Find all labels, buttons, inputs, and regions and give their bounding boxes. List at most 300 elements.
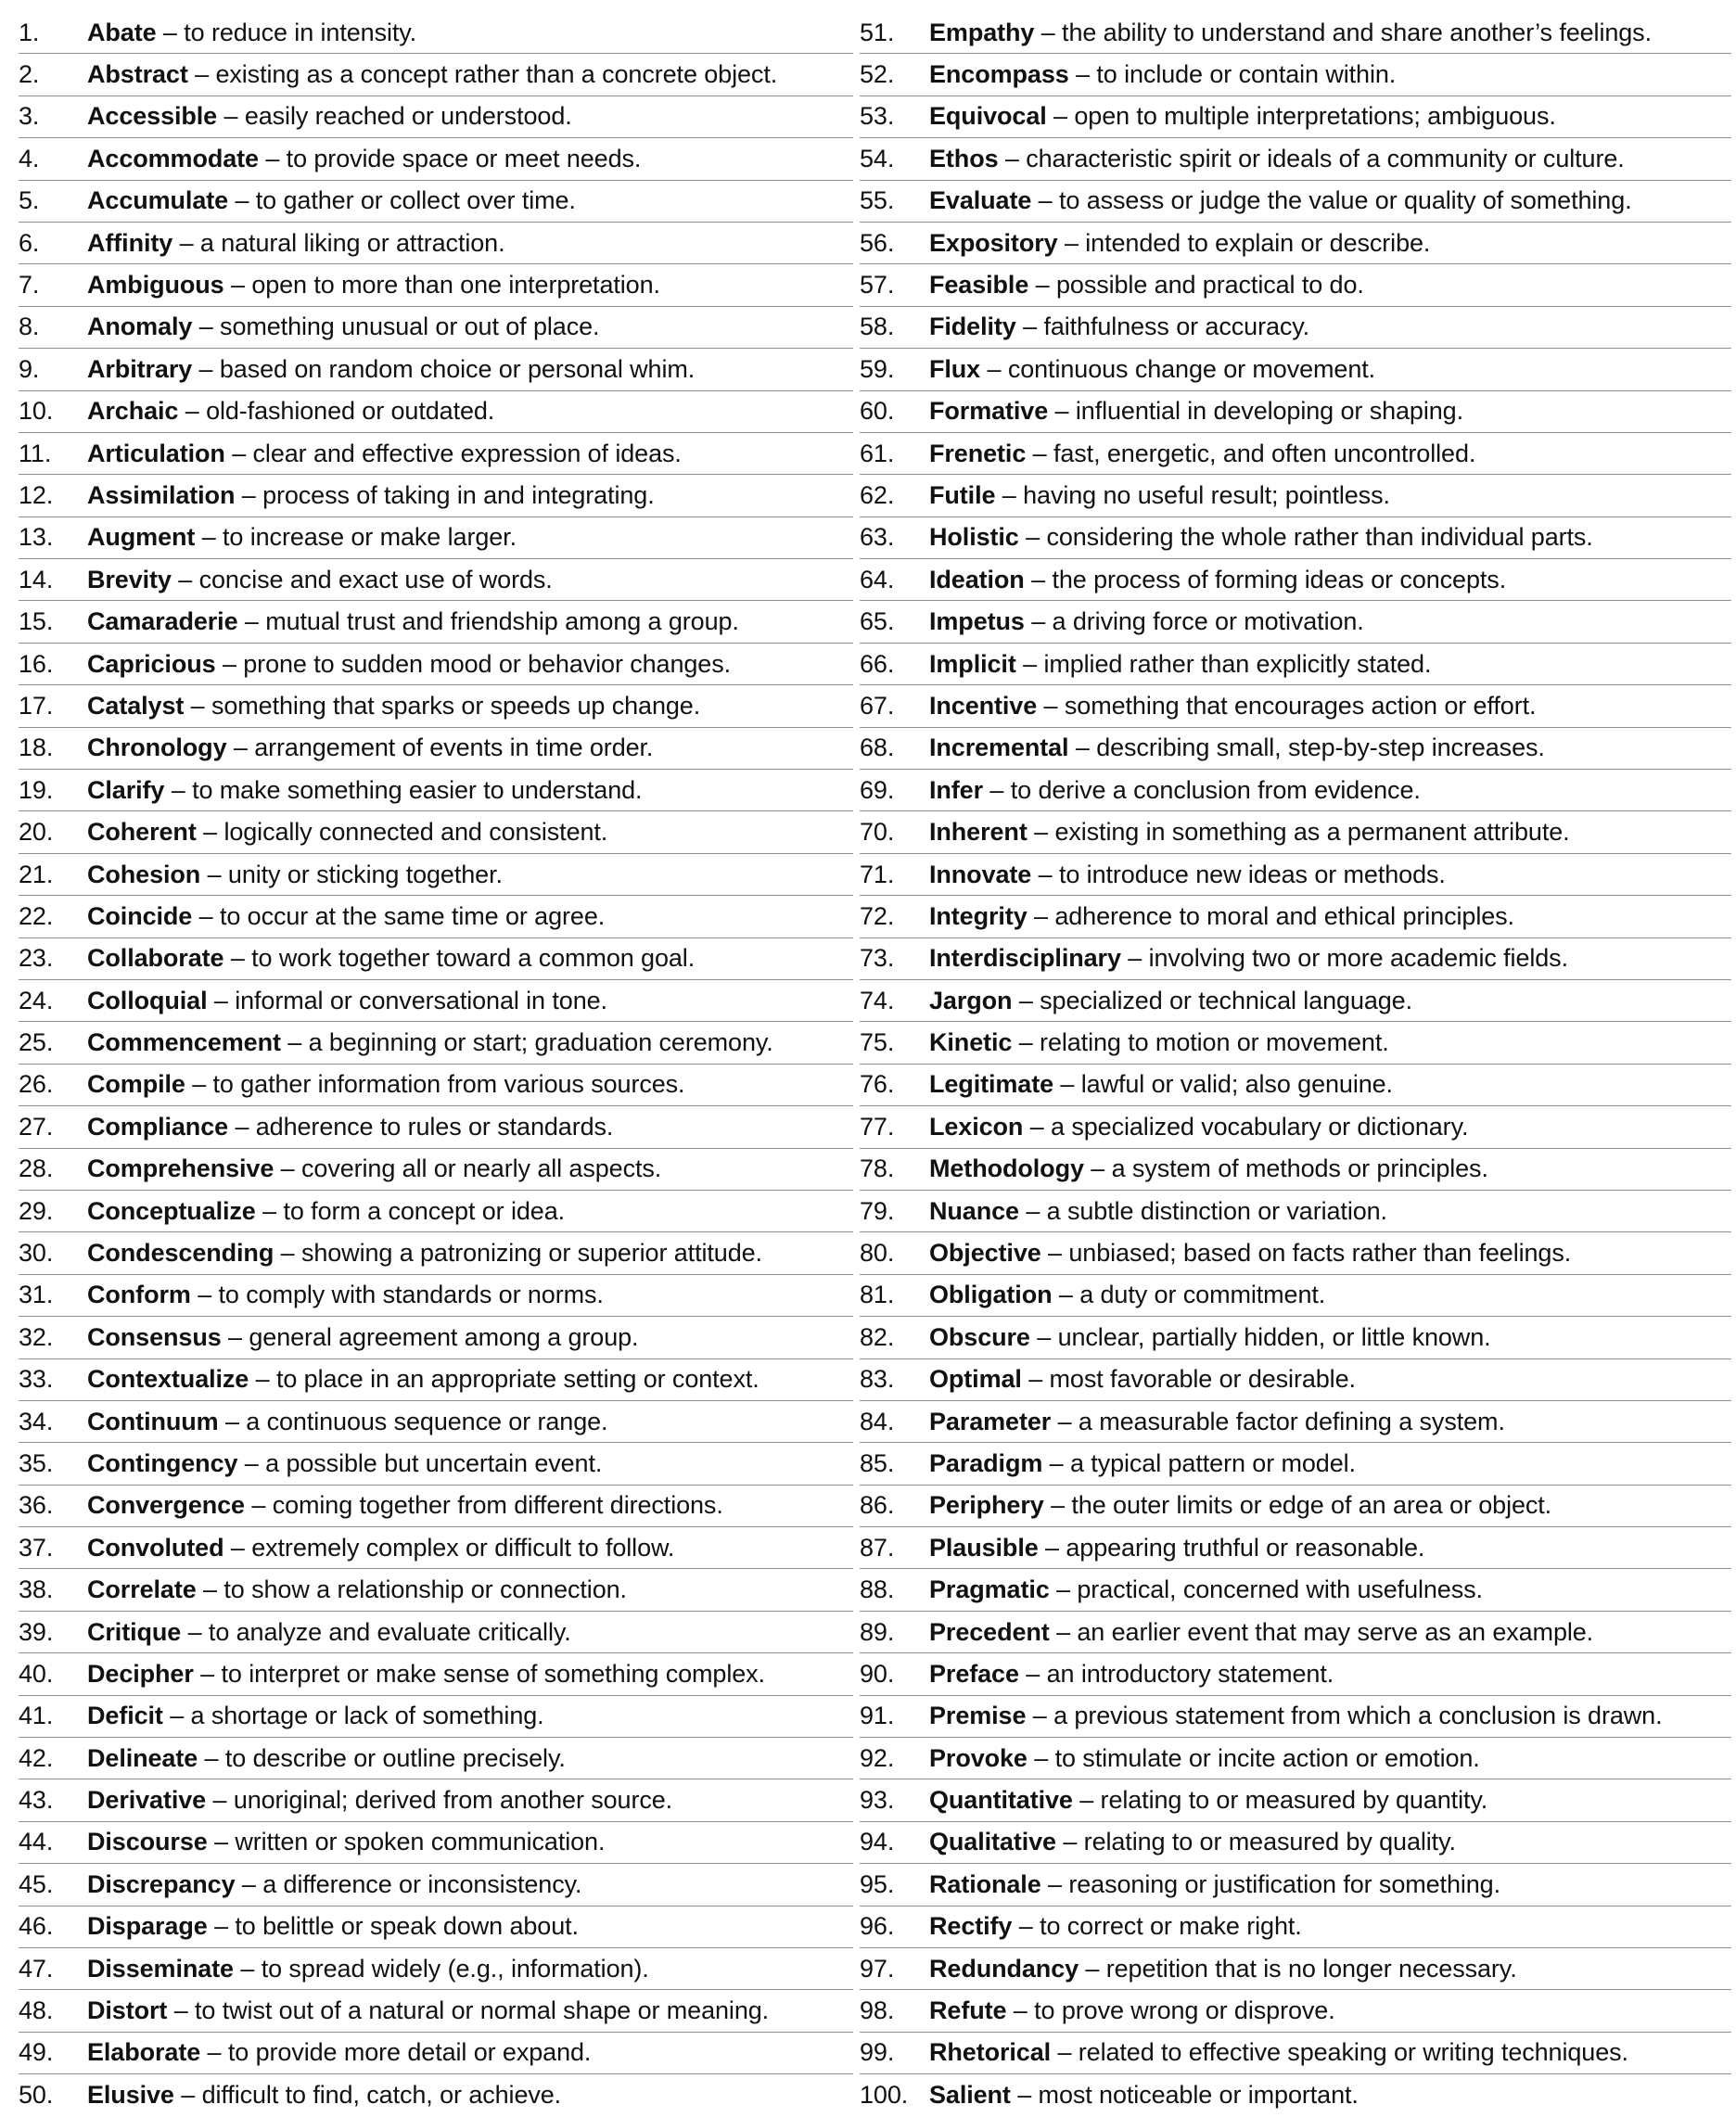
- entry-number: 9.: [19, 354, 40, 383]
- entry-definition: – a driving force or motivation.: [1024, 607, 1364, 636]
- vocab-entry: [860, 938, 1731, 980]
- entry-definition: – a typical pattern or model.: [1042, 1448, 1356, 1477]
- vocab-entry: [860, 517, 1731, 559]
- vocab-entry: [19, 980, 853, 1022]
- entry-number: 12.: [19, 480, 54, 509]
- entry-definition: – written or spoken communication.: [207, 1828, 606, 1856]
- entry-term: Conform: [87, 1281, 191, 1309]
- entry-definition: – based on random choice or personal whim.: [192, 354, 696, 383]
- entry-term: Delineate: [87, 1743, 198, 1772]
- entry-definition: – arrangement of events in time order.: [226, 733, 654, 762]
- entry-term: Assimilation: [87, 480, 236, 509]
- entry-number: 92.: [860, 1743, 895, 1772]
- entry-number: 14.: [19, 565, 54, 593]
- vocab-entry: [19, 685, 853, 727]
- entry-number: 72.: [860, 901, 895, 930]
- entry-definition: – to interpret or make sense of something complex.: [193, 1659, 765, 1688]
- entry-text: [929, 1955, 1517, 1983]
- entry-number: 83.: [860, 1365, 895, 1394]
- entry-number: 18.: [19, 733, 54, 762]
- entry-term: Encompass: [929, 60, 1069, 89]
- vocab-entry: [19, 1486, 853, 1527]
- entry-definition: – continuous change or movement.: [980, 354, 1376, 383]
- entry-number: 4.: [19, 144, 40, 172]
- entry-text: [929, 1070, 1393, 1099]
- entry-number: 55.: [860, 186, 895, 215]
- entry-term: Brevity: [87, 565, 172, 593]
- entry-definition: – a previous statement from which a conclusion is drawn.: [1026, 1702, 1663, 1730]
- entry-definition: – to prove wrong or disprove.: [1006, 1996, 1335, 2025]
- vocab-entry: [19, 1191, 853, 1232]
- vocab-entry: [19, 1065, 853, 1106]
- vocab-entry: [860, 307, 1731, 349]
- entry-number: 11.: [19, 439, 52, 467]
- vocab-entry: [19, 1653, 853, 1695]
- entry-text: [87, 481, 655, 510]
- entry-text: [87, 861, 503, 889]
- entry-number: 23.: [19, 944, 54, 973]
- entry-term: Legitimate: [929, 1070, 1054, 1099]
- entry-term: Rectify: [929, 1912, 1013, 1941]
- vocab-entry: [860, 223, 1731, 264]
- entry-term: Feasible: [929, 271, 1029, 300]
- entry-term: Formative: [929, 397, 1049, 426]
- entry-term: Fidelity: [929, 312, 1016, 341]
- entry-definition: – influential in developing or shaping.: [1048, 397, 1463, 426]
- entry-text: [929, 440, 1475, 468]
- entry-text: [929, 902, 1514, 931]
- entry-term: Optimal: [929, 1365, 1022, 1394]
- entry-definition: – something that sparks or speeds up change.: [184, 691, 701, 720]
- entry-text: [929, 1408, 1505, 1436]
- entry-definition: – reasoning or justification for something.: [1040, 1869, 1501, 1898]
- entry-number: 15.: [19, 607, 54, 636]
- entry-number: 20.: [19, 818, 54, 847]
- entry-definition: – a specialized vocabulary or dictionary.: [1023, 1112, 1469, 1141]
- vocab-entry: [19, 391, 853, 433]
- entry-text: [929, 1154, 1488, 1183]
- entry-text: [929, 861, 1446, 889]
- entry-definition: – unity or sticking together.: [200, 860, 503, 888]
- vocab-entry: [19, 1022, 853, 1064]
- entry-definition: – mutual trust and friendship among a group.: [237, 607, 739, 636]
- vocab-column-left: [19, 12, 853, 2117]
- vocab-entry: [19, 1612, 853, 1653]
- entry-definition: – coming together from different directions.: [244, 1491, 723, 1520]
- entry-text: [929, 566, 1506, 594]
- entry-term: Frenetic: [929, 439, 1027, 467]
- entry-text: [87, 312, 599, 341]
- vocab-entry: [860, 1022, 1731, 1064]
- entry-text: [87, 19, 416, 47]
- vocab-entry: [860, 1948, 1731, 1990]
- entry-definition: – to provide space or meet needs.: [258, 144, 642, 172]
- entry-number: 40.: [19, 1659, 54, 1688]
- entry-number: 71.: [860, 860, 895, 888]
- entry-text: [929, 1575, 1483, 1604]
- vocab-entry: [860, 1401, 1731, 1443]
- entry-definition: – repetition that is no longer necessary.: [1079, 1954, 1517, 1983]
- entry-term: Convergence: [87, 1491, 245, 1520]
- entry-term: Salient: [929, 2081, 1011, 2110]
- entry-definition: – fast, energetic, and often uncontrolled.: [1026, 439, 1476, 467]
- vocab-entry: [860, 1864, 1731, 1906]
- entry-term: Deficit: [87, 1702, 163, 1730]
- entry-definition: – old-fashioned or outdated.: [178, 397, 495, 426]
- entry-text: [929, 271, 1364, 300]
- entry-number: 21.: [19, 860, 54, 888]
- vocab-entry: [19, 1569, 853, 1611]
- vocab-entry: [860, 1443, 1731, 1485]
- entry-number: 31.: [19, 1281, 54, 1309]
- entry-text: [929, 1744, 1480, 1773]
- entry-definition: – to derive a conclusion from evidence.: [983, 775, 1421, 804]
- entry-definition: – to form a concept or idea.: [255, 1196, 566, 1225]
- entry-term: Articulation: [87, 439, 225, 467]
- entry-definition: – to introduce new ideas or methods.: [1031, 860, 1446, 888]
- vocab-entry: [19, 1275, 853, 1317]
- entry-definition: – intended to explain or describe.: [1057, 228, 1431, 257]
- entry-term: Rhetorical: [929, 2038, 1052, 2067]
- entry-text: [929, 229, 1430, 258]
- entry-number: 25.: [19, 1028, 54, 1057]
- entry-definition: – general agreement among a group.: [221, 1322, 639, 1351]
- entry-text: [929, 1786, 1487, 1815]
- vocab-column-right: [860, 12, 1731, 2117]
- entry-number: 100.: [860, 2081, 909, 2110]
- entry-definition: – to spread widely (e.g., information).: [233, 1954, 649, 1983]
- vocab-entry: [860, 1275, 1731, 1317]
- entry-text: [87, 523, 517, 552]
- entry-definition: – a difference or inconsistency.: [235, 1869, 582, 1898]
- entry-definition: – most noticeable or important.: [1010, 2081, 1359, 2110]
- entry-definition: – to include or contain within.: [1068, 60, 1397, 89]
- entry-text: [929, 2081, 1359, 2110]
- entry-term: Jargon: [929, 986, 1013, 1014]
- entry-definition: – open to more than one interpretation.: [223, 271, 660, 300]
- entry-term: Expository: [929, 228, 1058, 257]
- vocab-entry: [860, 264, 1731, 306]
- entry-definition: – concise and exact use of words.: [171, 565, 553, 593]
- vocab-entry: [860, 2033, 1731, 2074]
- entry-text: [87, 229, 504, 258]
- entry-term: Provoke: [929, 1743, 1028, 1772]
- entry-number: 47.: [19, 1954, 54, 1983]
- entry-definition: – describing small, step-by-step increases.: [1068, 733, 1545, 762]
- entry-text: [929, 1239, 1571, 1268]
- entry-number: 19.: [19, 775, 54, 804]
- entry-text: [929, 1660, 1334, 1689]
- entry-definition: – difficult to find, catch, or achieve.: [173, 2081, 562, 2110]
- entry-term: Coincide: [87, 901, 193, 930]
- entry-term: Affinity: [87, 228, 173, 257]
- entry-term: Ambiguous: [87, 271, 224, 300]
- entry-number: 95.: [860, 1869, 895, 1898]
- entry-text: [87, 145, 641, 173]
- vocab-entry: [860, 601, 1731, 643]
- entry-term: Flux: [929, 354, 981, 383]
- entry-number: 60.: [860, 397, 895, 426]
- entry-definition: – to gather information from various sources.: [185, 1070, 685, 1099]
- entry-number: 77.: [860, 1112, 895, 1141]
- entry-number: 49.: [19, 2038, 54, 2067]
- entry-definition: – something that encourages action or effort.: [1037, 691, 1537, 720]
- vocab-entry: [860, 181, 1731, 223]
- entry-text: [929, 1281, 1325, 1309]
- vocab-entry: [19, 1907, 853, 1948]
- entry-term: Clarify: [87, 775, 165, 804]
- entry-term: Kinetic: [929, 1028, 1013, 1057]
- entry-text: [87, 733, 653, 762]
- vocab-entry: [860, 1317, 1731, 1358]
- entry-term: Pragmatic: [929, 1575, 1050, 1604]
- entry-number: 22.: [19, 901, 54, 930]
- entry-term: Coherent: [87, 818, 197, 847]
- vocab-entry: [860, 1907, 1731, 1948]
- entry-number: 74.: [860, 986, 895, 1014]
- entry-text: [929, 355, 1375, 384]
- entry-definition: – adherence to moral and ethical principles.: [1027, 901, 1514, 930]
- vocab-entry: [19, 96, 853, 138]
- entry-term: Paradigm: [929, 1448, 1043, 1477]
- entry-definition: – specialized or technical language.: [1012, 986, 1413, 1014]
- entry-definition: – faithfulness or accuracy.: [1015, 312, 1310, 341]
- entry-text: [87, 1323, 638, 1352]
- entry-text: [87, 1828, 605, 1856]
- entry-text: [929, 60, 1396, 89]
- entry-text: [929, 1449, 1356, 1478]
- vocab-entry: [860, 1191, 1731, 1232]
- entry-definition: – a subtle distinction or variation.: [1018, 1196, 1387, 1225]
- entry-number: 96.: [860, 1912, 895, 1941]
- entry-term: Colloquial: [87, 986, 208, 1014]
- vocab-entry: [19, 517, 853, 559]
- vocab-entry: [19, 1948, 853, 1990]
- entry-text: [929, 2038, 1628, 2067]
- entry-text: [87, 397, 494, 426]
- entry-definition: – relating to motion or movement.: [1012, 1028, 1389, 1057]
- entry-number: 57.: [860, 271, 895, 300]
- entry-definition: – adherence to rules or standards.: [228, 1112, 614, 1141]
- entry-definition: – showing a patronizing or superior attitude.: [274, 1239, 762, 1268]
- entry-text: [929, 1828, 1456, 1856]
- vocab-entry: [19, 938, 853, 980]
- entry-term: Precedent: [929, 1617, 1050, 1646]
- vocab-entry: [860, 1696, 1731, 1738]
- entry-text: [87, 1154, 661, 1183]
- entry-term: Redundancy: [929, 1954, 1079, 1983]
- entry-number: 5.: [19, 186, 40, 215]
- vocab-entry: [860, 1149, 1731, 1191]
- entry-text: [929, 397, 1463, 426]
- vocab-entry: [19, 1864, 853, 1906]
- vocab-entry: [860, 12, 1731, 54]
- entry-text: [929, 481, 1390, 510]
- vocab-entry: [860, 770, 1731, 811]
- entry-term: Catalyst: [87, 691, 185, 720]
- vocab-entry: [860, 1106, 1731, 1148]
- entry-text: [87, 650, 731, 679]
- entry-definition: – involving two or more academic fields.: [1120, 944, 1568, 973]
- entry-term: Conceptualize: [87, 1196, 256, 1225]
- entry-term: Inherent: [929, 818, 1028, 847]
- entry-number: 98.: [860, 1996, 895, 2025]
- entry-text: [87, 1070, 684, 1099]
- entry-number: 29.: [19, 1196, 54, 1225]
- vocab-entry: [860, 138, 1731, 180]
- vocab-entry: [19, 1738, 853, 1779]
- entry-number: 53.: [860, 102, 895, 131]
- vocab-entry: [19, 433, 853, 475]
- entry-number: 73.: [860, 944, 895, 973]
- vocab-entry: [860, 1486, 1731, 1527]
- entry-text: [87, 1491, 723, 1520]
- entry-number: 63.: [860, 523, 895, 552]
- entry-term: Derivative: [87, 1786, 207, 1815]
- entry-number: 28.: [19, 1154, 54, 1183]
- entry-number: 10.: [19, 397, 54, 426]
- vocab-entry: [860, 1822, 1731, 1864]
- entry-text: [87, 1618, 571, 1647]
- entry-number: 2.: [19, 60, 40, 89]
- vocab-entry: [19, 644, 853, 685]
- entry-number: 81.: [860, 1281, 895, 1309]
- entry-text: [87, 1955, 649, 1983]
- entry-number: 69.: [860, 775, 895, 804]
- vocab-entry: [19, 1527, 853, 1569]
- entry-term: Equivocal: [929, 102, 1047, 131]
- entry-term: Implicit: [929, 649, 1016, 678]
- entry-definition: – the outer limits or edge of an area or object.: [1043, 1491, 1552, 1520]
- entry-definition: – to place in an appropriate setting or context.: [249, 1365, 760, 1394]
- entry-definition: – extremely complex or difficult to follow.: [223, 1533, 675, 1562]
- entry-number: 45.: [19, 1869, 54, 1898]
- entry-definition: – to occur at the same time or agree.: [192, 901, 606, 930]
- entry-definition: – to correct or make right.: [1012, 1912, 1302, 1941]
- entry-definition: – characteristic spirit or ideals of a community or culture.: [998, 144, 1625, 172]
- vocab-entry: [19, 1106, 853, 1148]
- vocab-entry: [19, 728, 853, 770]
- entry-definition: – lawful or valid; also genuine.: [1053, 1070, 1393, 1099]
- entry-text: [929, 818, 1570, 847]
- vocab-entry: [860, 1738, 1731, 1779]
- entry-text: [87, 440, 682, 468]
- entry-term: Accumulate: [87, 186, 229, 215]
- entry-number: 3.: [19, 102, 40, 131]
- entry-number: 26.: [19, 1070, 54, 1099]
- entry-definition: – a measurable factor defining a system.: [1051, 1407, 1505, 1435]
- vocab-entry: [19, 181, 853, 223]
- entry-definition: – most favorable or desirable.: [1021, 1365, 1356, 1394]
- entry-term: Contextualize: [87, 1365, 249, 1394]
- vocab-entry: [19, 1990, 853, 2032]
- entry-definition: – to twist out of a natural or normal shape or meaning.: [167, 1996, 770, 2025]
- entry-text: [929, 1534, 1424, 1562]
- vocab-entry: [860, 896, 1731, 937]
- entry-term: Distort: [87, 1996, 168, 2025]
- entry-text: [87, 944, 695, 973]
- vocab-entry: [19, 1696, 853, 1738]
- entry-term: Capricious: [87, 649, 216, 678]
- entry-number: 76.: [860, 1070, 895, 1099]
- entry-term: Methodology: [929, 1154, 1084, 1183]
- entry-text: [87, 566, 553, 594]
- entry-term: Ideation: [929, 565, 1025, 593]
- entry-definition: – clear and effective expression of ideas.: [224, 439, 682, 467]
- entry-number: 6.: [19, 228, 40, 257]
- entry-text: [87, 1197, 565, 1226]
- vocab-entry: [860, 685, 1731, 727]
- entry-text: [929, 1323, 1491, 1352]
- entry-definition: – to increase or make larger.: [195, 523, 517, 552]
- entry-number: 1.: [19, 18, 40, 46]
- entry-term: Elaborate: [87, 2038, 201, 2067]
- entry-term: Compile: [87, 1070, 185, 1099]
- vocab-entry: [860, 391, 1731, 433]
- entry-text: [87, 1281, 604, 1309]
- entry-text: [929, 987, 1412, 1015]
- entry-number: 44.: [19, 1828, 54, 1856]
- entry-definition: – relating to or measured by quantity.: [1072, 1786, 1488, 1815]
- entry-definition: – the process of forming ideas or concepts.: [1024, 565, 1507, 593]
- entry-number: 65.: [860, 607, 895, 636]
- entry-text: [929, 1113, 1468, 1141]
- vocab-entry: [860, 980, 1731, 1022]
- vocab-entry: [860, 1527, 1731, 1569]
- entry-term: Ethos: [929, 144, 999, 172]
- entry-text: [929, 1618, 1593, 1647]
- entry-text: [87, 271, 660, 300]
- entry-term: Comprehensive: [87, 1154, 274, 1183]
- entry-term: Archaic: [87, 397, 179, 426]
- entry-text: [87, 1239, 762, 1268]
- entry-definition: – a continuous sequence or range.: [218, 1407, 608, 1435]
- vocab-entry: [19, 54, 853, 96]
- entry-term: Parameter: [929, 1407, 1052, 1435]
- entry-term: Objective: [929, 1239, 1041, 1268]
- entry-definition: – to describe or outline precisely.: [198, 1743, 566, 1772]
- entry-text: [929, 1870, 1500, 1899]
- entry-text: [87, 2038, 591, 2067]
- entry-definition: – logically connected and consistent.: [196, 818, 608, 847]
- entry-term: Quantitative: [929, 1786, 1073, 1815]
- entry-number: 97.: [860, 1954, 895, 1983]
- entry-number: 54.: [860, 144, 895, 172]
- entry-term: Disparage: [87, 1912, 208, 1941]
- entry-number: 99.: [860, 2038, 895, 2067]
- entry-definition: – unbiased; based on facts rather than feelings.: [1040, 1239, 1572, 1268]
- entry-text: [929, 1028, 1389, 1057]
- entry-text: [929, 1702, 1663, 1730]
- entry-text: [929, 186, 1632, 215]
- entry-number: 46.: [19, 1912, 54, 1941]
- entry-definition: – a natural liking or attraction.: [172, 228, 505, 257]
- vocab-entry: [860, 1779, 1731, 1821]
- entry-number: 56.: [860, 228, 895, 257]
- entry-text: [929, 1365, 1356, 1394]
- entry-definition: – easily reached or understood.: [217, 102, 572, 131]
- vocab-entry: [19, 770, 853, 811]
- entry-term: Incentive: [929, 691, 1038, 720]
- vocab-entry: [860, 1990, 1731, 2032]
- vocab-entry: [19, 2033, 853, 2074]
- entry-term: Discourse: [87, 1828, 208, 1856]
- entry-text: [87, 1744, 566, 1773]
- entry-term: Commencement: [87, 1028, 281, 1057]
- vocab-entry: [19, 1822, 853, 1864]
- entry-term: Holistic: [929, 523, 1019, 552]
- entry-text: [87, 1408, 607, 1436]
